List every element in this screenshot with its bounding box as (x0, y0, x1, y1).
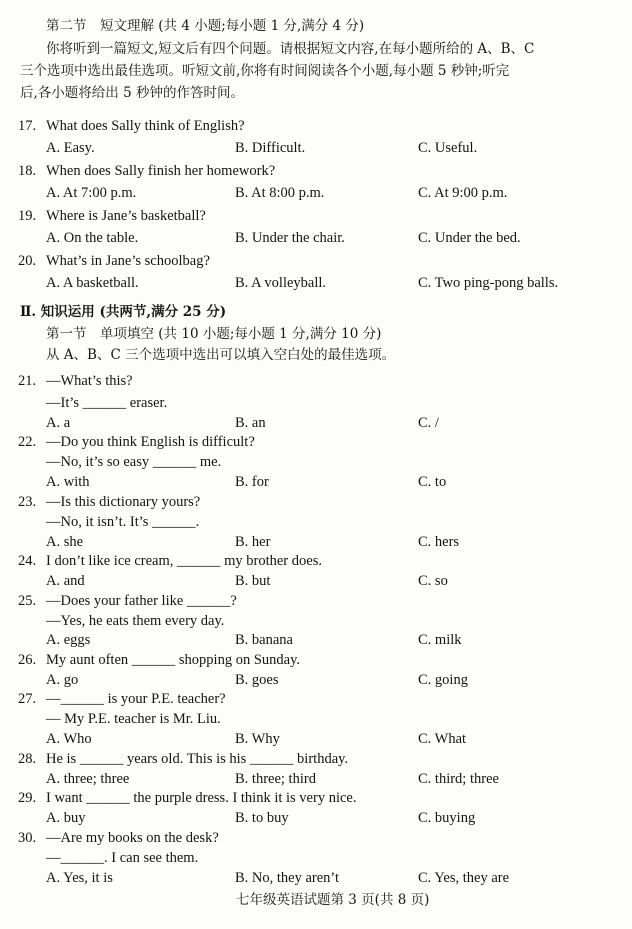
question-27-option-a: A. Who (46, 731, 92, 747)
question-24-option-a: A. and (46, 573, 85, 589)
question-23-option-c: C. hers (418, 534, 460, 550)
question-17-option-a: A. Easy. (46, 140, 95, 156)
question-27-option-c: C. What (418, 731, 467, 747)
question-22-text-line1: —Do you think English is difficult? (46, 434, 255, 450)
question-30-text-line2: —______. I can see them. (46, 850, 199, 866)
question-21-option-c: C. / (418, 415, 439, 431)
question-18-text-line1: When does Sally finish her homework? (46, 163, 276, 179)
question-25-text-line2: —Yes, he eats them every day. (46, 613, 225, 629)
question-27-option-b: B. Why (235, 731, 280, 747)
question-29-option-b: B. to buy (235, 810, 289, 826)
question-22-option-a: A. with (46, 474, 90, 490)
question-25-option-a: A. eggs (46, 632, 91, 648)
page-footer: 七年级英语试题第 3 页(共 8 页) (236, 892, 430, 908)
question-21-option-a: A. a (46, 415, 71, 431)
question-28-option-b: B. three; third (235, 771, 316, 787)
question-20-text-line1: What’s in Jane’s schoolbag? (46, 253, 210, 269)
question-23-text-line1: —Is this dictionary yours? (46, 494, 201, 510)
question-29-option-a: A. buy (46, 810, 86, 826)
question-30-option-a: A. Yes, it is (46, 870, 113, 886)
question-28-option-a: A. three; three (46, 771, 130, 787)
question-30-option-c: C. Yes, they are (418, 870, 510, 886)
question-number-30: 30. (18, 830, 37, 846)
question-number-20: 20. (18, 253, 37, 269)
question-25-option-c: C. milk (418, 632, 462, 648)
question-18-option-b: B. At 8:00 p.m. (235, 185, 325, 201)
part2-section1-instruction: 从 A、B、C 三个选项中选出可以填入空白处的最佳选项。 (46, 347, 396, 363)
question-23-option-b: B. her (235, 534, 271, 550)
question-22-text-line2: —No, it’s so easy ______ me. (46, 454, 222, 470)
question-number-17: 17. (18, 118, 37, 134)
question-27-text-line2: — My P.E. teacher is Mr. Liu. (46, 711, 221, 727)
question-27-text-line1: —______ is your P.E. teacher? (46, 691, 226, 707)
question-24-text-line1: I don’t like ice cream, ______ my brother does. (46, 553, 322, 569)
section2-instruction-line1: 你将听到一篇短文,短文后有四个问题。请根据短文内容,在每小题所给的 A、B、C (46, 41, 535, 57)
question-20-option-b: B. A volleyball. (235, 275, 327, 291)
question-20-option-c: C. Two ping-pong balls. (418, 275, 559, 291)
question-28-text-line1: He is ______ years old. This is his ______ birthday. (46, 751, 349, 767)
question-17-option-c: C. Useful. (418, 140, 478, 156)
question-number-21: 21. (18, 373, 37, 389)
question-number-25: 25. (18, 593, 37, 609)
question-number-18: 18. (18, 163, 37, 179)
part2-title: Ⅱ. 知识运用 (共两节,满分 25 分) (20, 304, 227, 320)
question-26-text-line1: My aunt often ______ shopping on Sunday. (46, 652, 301, 668)
question-25-text-line1: —Does your father like ______? (46, 593, 237, 609)
question-26-option-a: A. go (46, 672, 79, 688)
question-21-text-line2: —It’s ______ eraser. (46, 395, 168, 411)
question-23-text-line2: —No, it isn’t. It’s ______. (46, 514, 200, 530)
question-29-text-line1: I want ______ the purple dress. I think it is very nice. (46, 790, 357, 806)
question-28-option-c: C. third; three (418, 771, 499, 787)
section2-instruction-line2: 三个选项中选出最佳选项。听短文前,你将有时间阅读各个小题,每小题 5 秒钟;听完 (20, 63, 510, 79)
question-26-option-c: C. going (418, 672, 468, 688)
question-19-option-b: B. Under the chair. (235, 230, 345, 246)
question-number-27: 27. (18, 691, 37, 707)
question-number-23: 23. (18, 494, 37, 510)
question-number-22: 22. (18, 434, 37, 450)
question-23-option-a: A. she (46, 534, 84, 550)
question-number-24: 24. (18, 553, 37, 569)
question-30-text-line1: —Are my books on the desk? (46, 830, 219, 846)
question-21-text-line1: —What’s this? (46, 373, 133, 389)
question-number-19: 19. (18, 208, 37, 224)
part2-section1-header: 第一节 单项填空 (共 10 小题;每小题 1 分,满分 10 分) (46, 326, 382, 342)
section2-header: 第二节 短文理解 (共 4 小题;每小题 1 分,满分 4 分) (46, 18, 365, 34)
question-22-option-b: B. for (235, 474, 269, 490)
question-19-option-c: C. Under the bed. (418, 230, 521, 246)
question-18-option-c: C. At 9:00 p.m. (418, 185, 508, 201)
question-21-option-b: B. an (235, 415, 266, 431)
question-number-29: 29. (18, 790, 37, 806)
question-number-26: 26. (18, 652, 37, 668)
question-29-option-c: C. buying (418, 810, 476, 826)
question-17-text-line1: What does Sally think of English? (46, 118, 245, 134)
question-number-28: 28. (18, 751, 37, 767)
question-19-option-a: A. On the table. (46, 230, 139, 246)
section2-instruction-line3: 后,各小题将给出 5 秒钟的作答时间。 (20, 85, 244, 101)
question-20-option-a: A. A basketball. (46, 275, 139, 291)
question-30-option-b: B. No, they aren’t (235, 870, 340, 886)
question-19-text-line1: Where is Jane’s basketball? (46, 208, 206, 224)
question-25-option-b: B. banana (235, 632, 293, 648)
question-24-option-c: C. so (418, 573, 448, 589)
question-26-option-b: B. goes (235, 672, 279, 688)
question-18-option-a: A. At 7:00 p.m. (46, 185, 137, 201)
question-24-option-b: B. but (235, 573, 271, 589)
question-22-option-c: C. to (418, 474, 447, 490)
question-17-option-b: B. Difficult. (235, 140, 306, 156)
